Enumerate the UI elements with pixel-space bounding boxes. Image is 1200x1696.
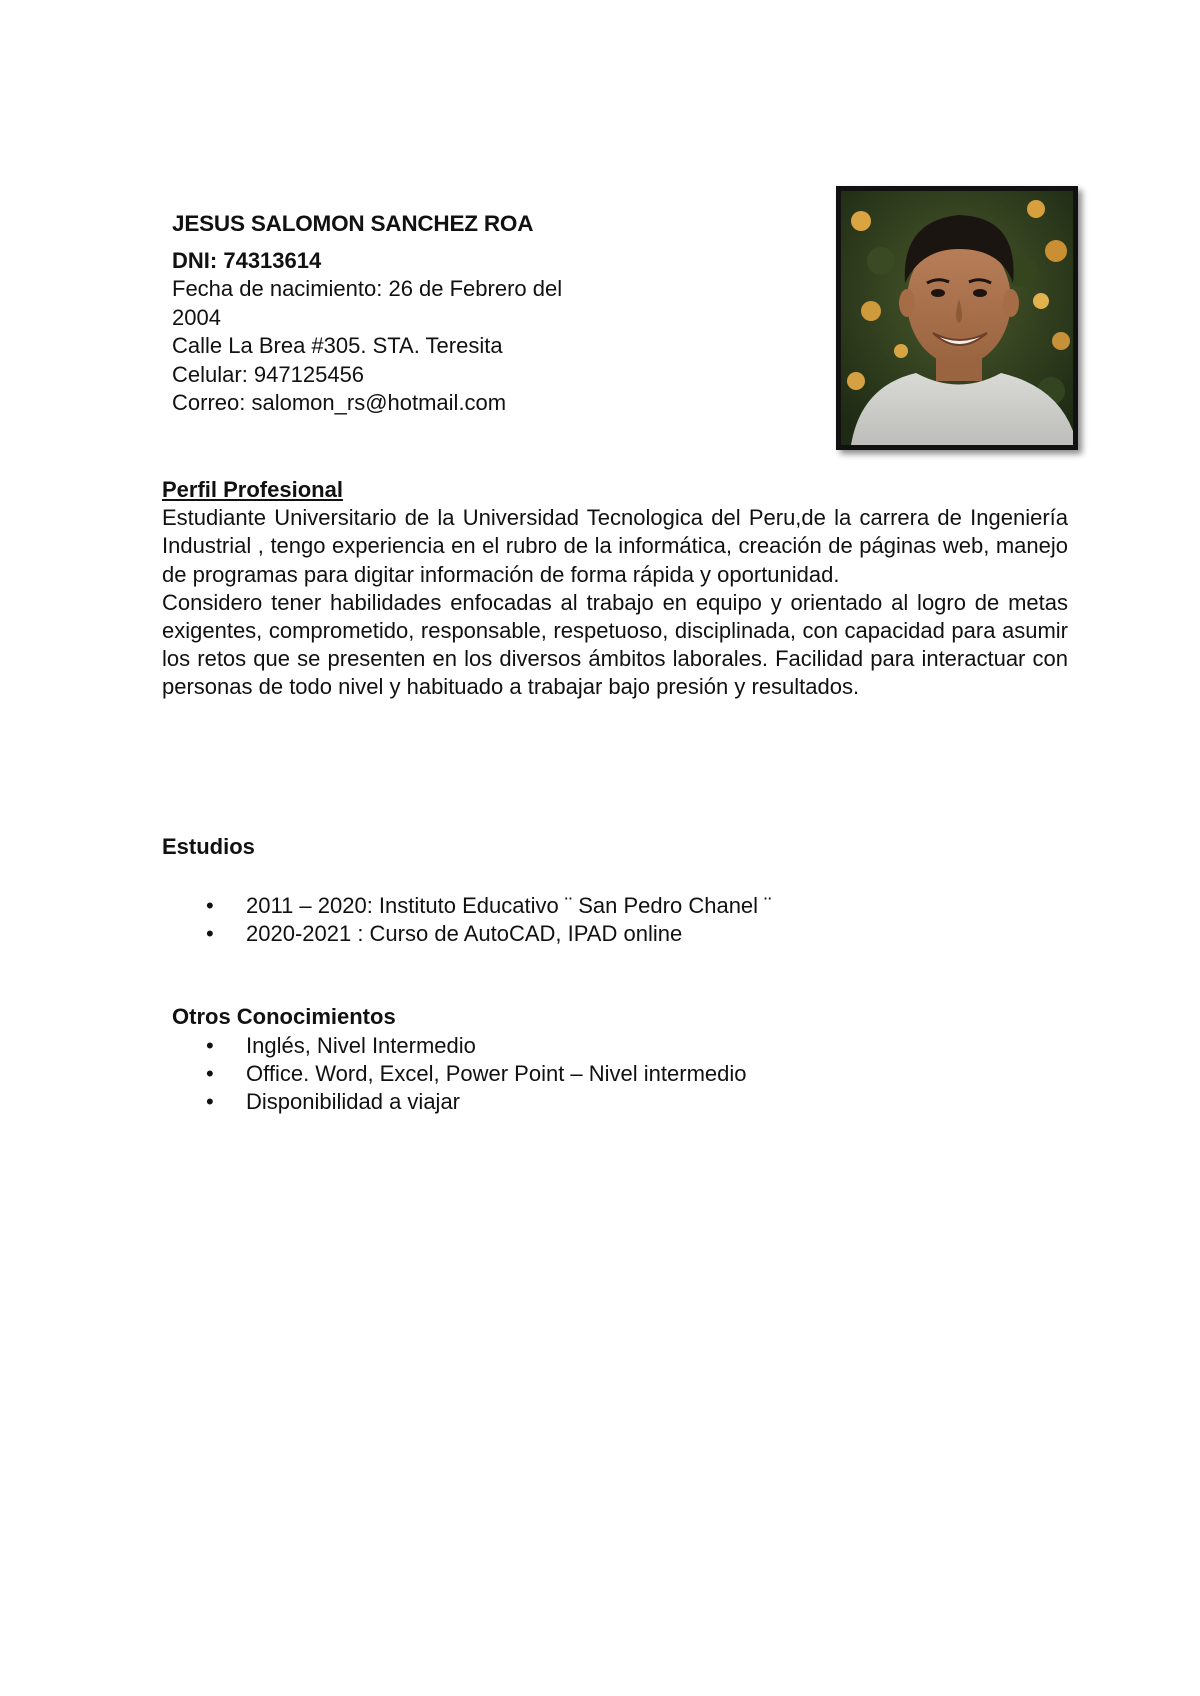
phone: Celular: 947125456	[172, 361, 365, 387]
profile-photo	[836, 186, 1078, 450]
full-name: JESUS SALOMON SANCHEZ ROA	[172, 211, 534, 236]
other-skills-heading: Otros Conocimientos	[172, 1004, 396, 1029]
bullet-icon: •	[206, 1033, 214, 1058]
bullet-icon: •	[206, 921, 214, 946]
other-skills-list	[206, 1032, 747, 1116]
dni-value: 74313614	[223, 247, 322, 273]
dni-label: DNI:	[172, 247, 218, 273]
dni-line	[172, 247, 652, 276]
list-item	[206, 920, 772, 948]
email: Correo: salomon_rs@hotmail.com	[172, 390, 507, 415]
list-item	[206, 892, 772, 920]
skill-item-text: Inglés, Nivel Intermedio	[246, 1033, 476, 1058]
skill-item-text: Disponibilidad a viajar	[246, 1089, 461, 1114]
education-list	[206, 892, 772, 948]
bullet-icon: •	[206, 1089, 214, 1114]
list-item	[206, 1060, 747, 1088]
education-item-text: 2011 – 2020: Instituto Educativo ¨ San Pedro Chanel ¨	[246, 893, 772, 918]
professional-profile	[162, 476, 1068, 702]
education-item-text: 2020-2021 : Curso de AutoCAD, IPAD online	[246, 921, 683, 946]
skill-item-text: Office. Word, Excel, Power Point – Nivel intermedio	[246, 1061, 747, 1086]
address: Calle La Brea #305. STA. Teresita	[172, 333, 503, 358]
list-item	[206, 1088, 747, 1116]
profile-paragraph-1: Estudiante Universitario de la Universidad Tecnologica del Peru,de la carrera de Ingeniería Industrial , tengo experiencia en el rubro de la informática, creación de páginas web, manejo de programas para digitar información de forma rápida y oportunidad.	[162, 505, 1068, 587]
bullet-icon: •	[206, 893, 214, 918]
profile-paragraph-2: Considero tener habilidades enfocadas al trabajo en equipo y orientado al logro de metas exigentes, comprometido, responsable, respetuoso, disciplinada, con capacidad para asumir los retos que se presenten en los diversos ámbitos laborales. Facilidad para interactuar con personas de todo nivel y habituado a trabajar bajo presión y resultados.	[162, 589, 1068, 700]
profile-heading: Perfil Profesional	[162, 477, 343, 502]
profile-photo-image	[841, 191, 1073, 445]
personal-info	[172, 210, 652, 418]
bullet-icon: •	[206, 1061, 214, 1086]
birth-date-line-1: Fecha de nacimiento: 26 de Febrero del	[172, 276, 563, 301]
list-item	[206, 1032, 747, 1060]
education-heading: Estudios	[162, 834, 255, 859]
birth-date-line-2: 2004	[172, 304, 221, 330]
